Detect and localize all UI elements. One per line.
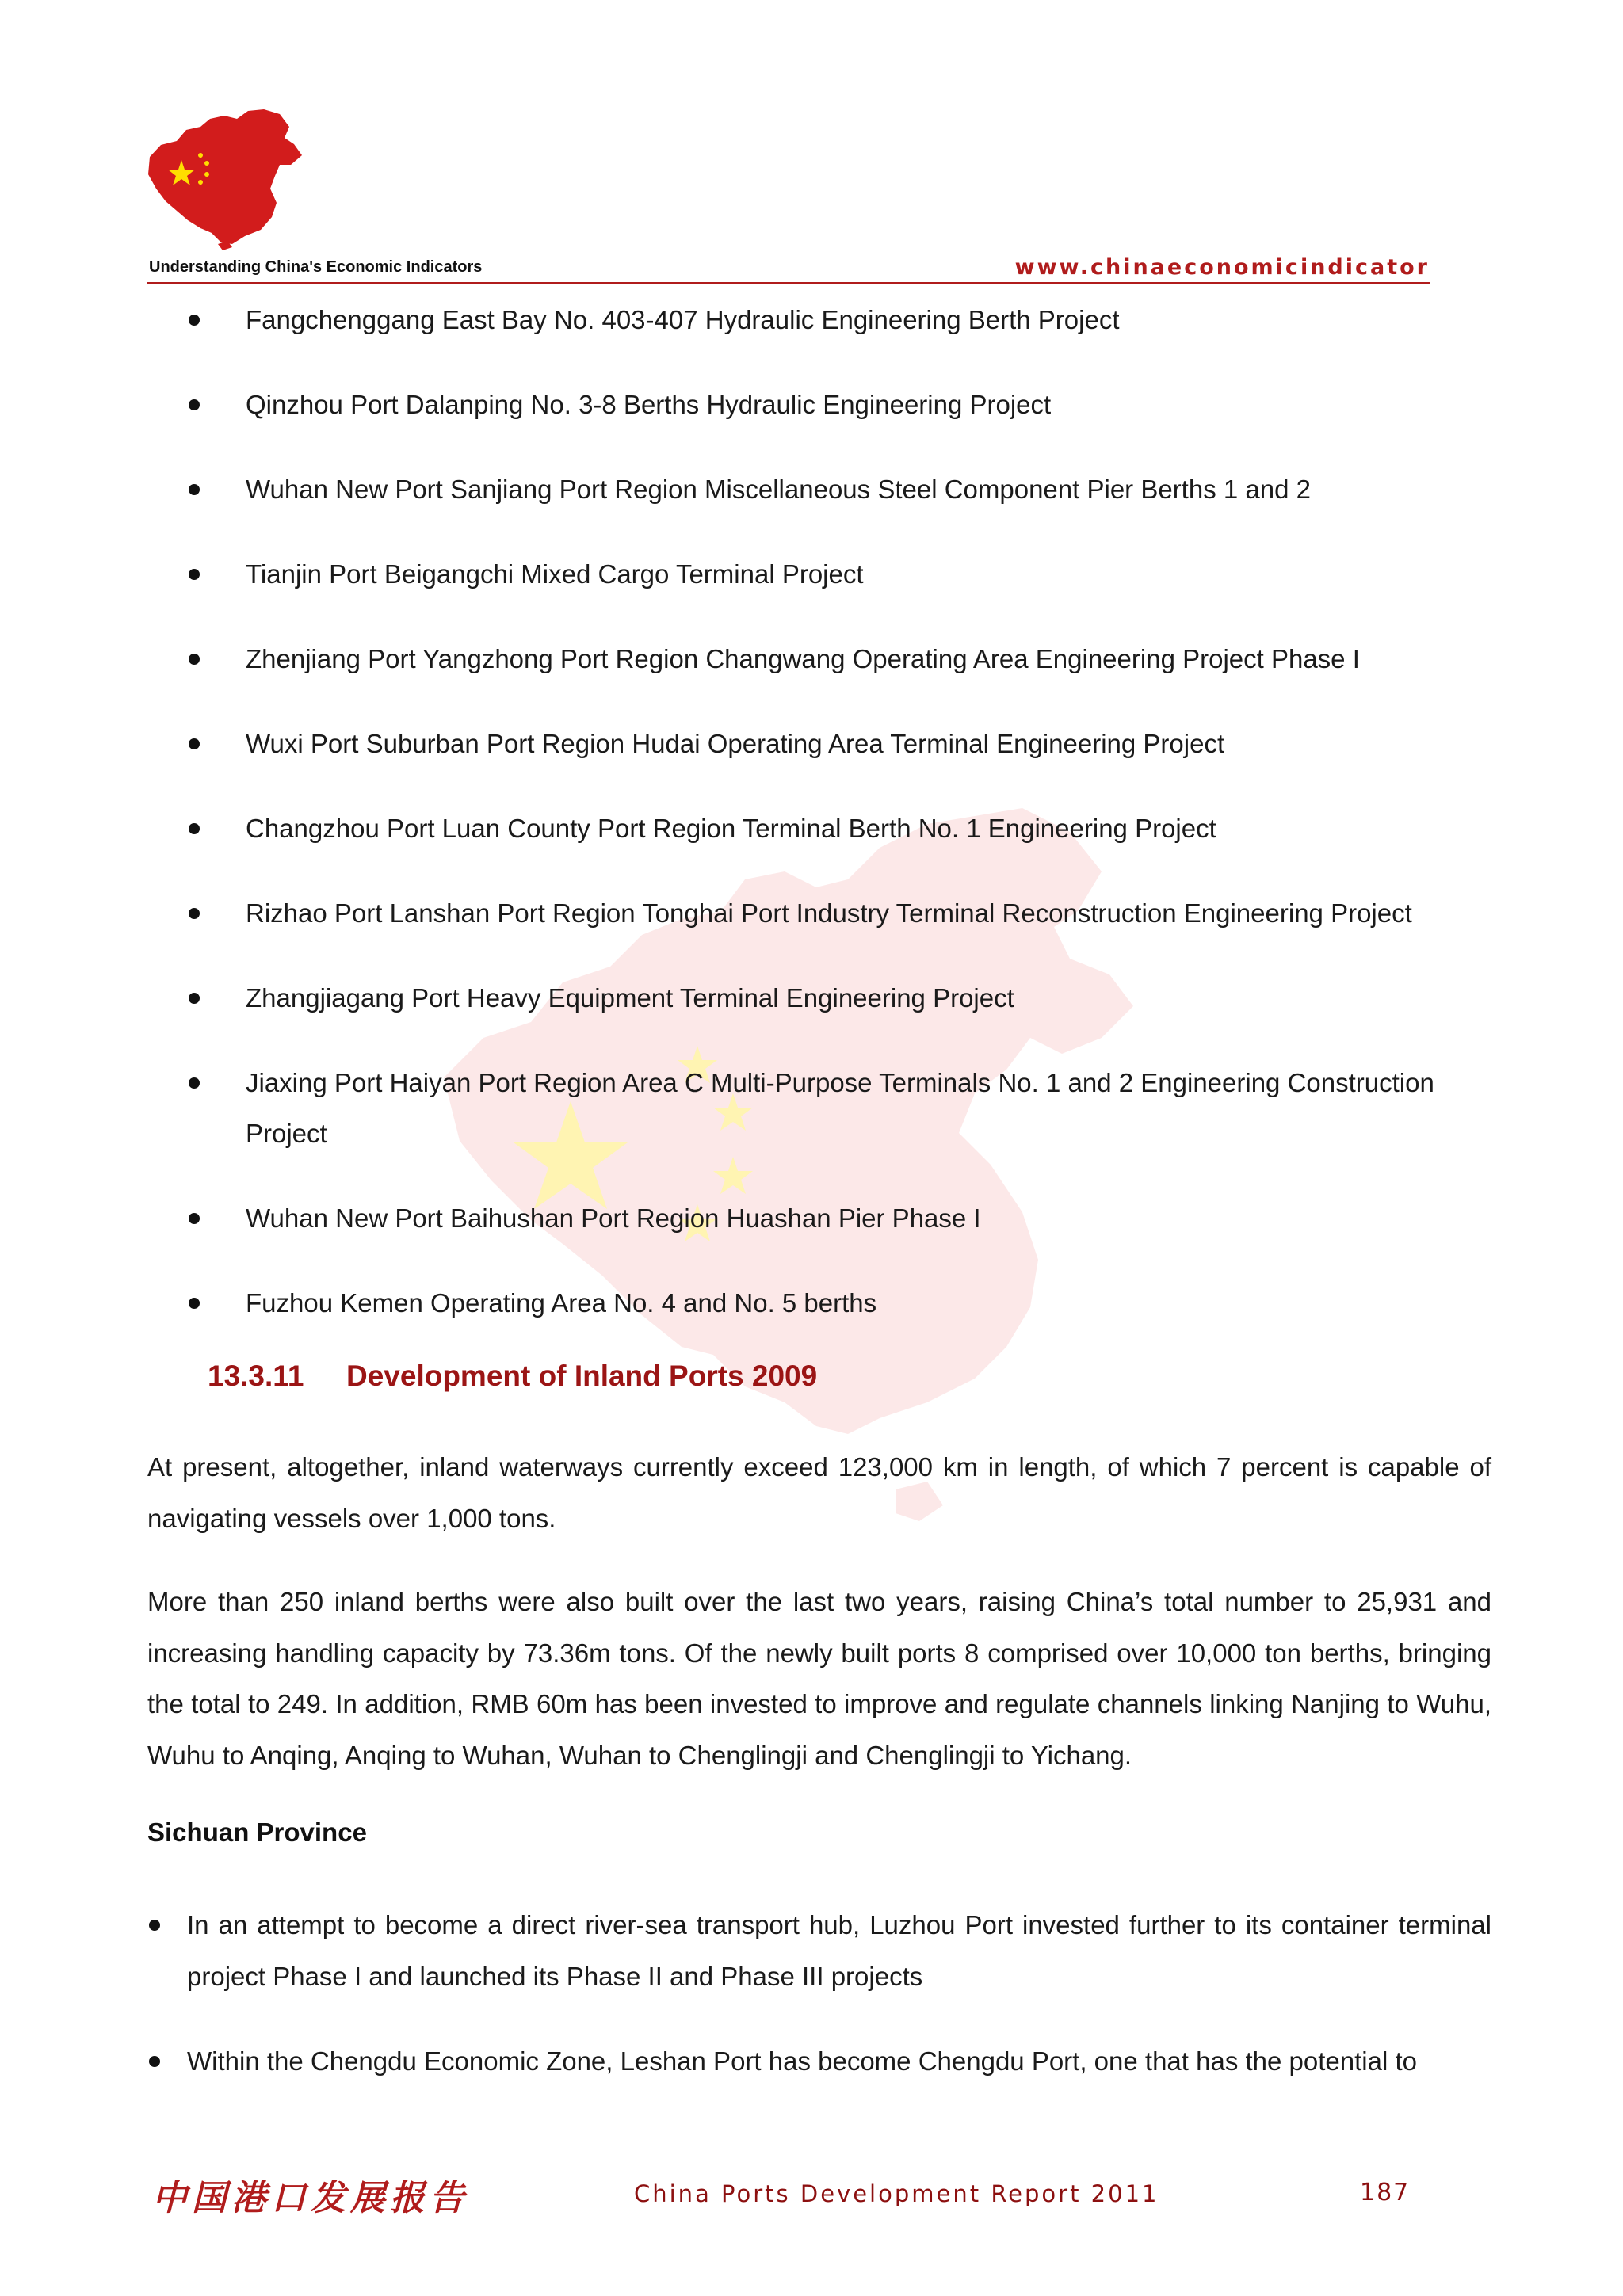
list-item-text: Wuhan New Port Baihushan Port Region Huashan Pier Phase I (246, 1203, 981, 1233)
list-item (0, 295, 1623, 345)
header-site-tagline: Understanding China's Economic Indicators (149, 258, 483, 276)
list-item-text: Wuxi Port Suburban Port Region Hudai Operating Area Terminal Engineering Project (246, 729, 1225, 758)
list-item-text: Qinzhou Port Dalanping No. 3-8 Berths Hydraulic Engineering Project (246, 390, 1052, 419)
bullet-icon (189, 908, 200, 919)
list-item-text: Fuzhou Kemen Operating Area No. 4 and No. 5 berths (246, 1288, 877, 1318)
list-item (0, 464, 1623, 515)
bullet-icon (149, 2056, 160, 2067)
bullet-icon (189, 823, 200, 834)
bullet-icon (189, 569, 200, 580)
subheading-sichuan: Sichuan Province (147, 1817, 367, 1847)
list-item (0, 719, 1623, 769)
list-item-text: Changzhou Port Luan County Port Region Terminal Berth No. 1 Engineering Project (246, 814, 1216, 843)
list-item (0, 549, 1623, 600)
page-number: 187 (1360, 2179, 1411, 2206)
header-divider (147, 282, 1430, 284)
paragraph-waterways: At present, altogether, inland waterways currently exceed 123,000 km in length, of which 7 percent is capable of navigating vessels over 1,000 tons. (147, 1452, 1491, 1533)
list-item-text: Wuhan New Port Sanjiang Port Region Miscellaneous Steel Component Pier Berths 1 and 2 (246, 475, 1311, 504)
bullet-icon (189, 399, 200, 410)
bullet-icon (189, 1077, 200, 1089)
list-item-text: In an attempt to become a direct river-sea transport hub, Luzhou Port invested further to its container terminal project Phase I and launched its Phase II and Phase III projects (187, 1910, 1491, 1991)
section-number: 13.3.11 (208, 1360, 304, 1392)
list-item (0, 634, 1623, 685)
bullet-icon (189, 993, 200, 1004)
bullet-icon (189, 1298, 200, 1309)
section-title: Development of Inland Ports 2009 (346, 1360, 818, 1392)
bullet-icon (189, 484, 200, 495)
header-website-link[interactable]: www.chinaeconomicindicator (1014, 255, 1430, 280)
list-item-text: Tianjin Port Beigangchi Mixed Cargo Terminal Project (246, 559, 864, 589)
bullet-icon (149, 1920, 160, 1931)
list-item-text: Fangchenggang East Bay No. 403-407 Hydraulic Engineering Berth Project (246, 305, 1120, 334)
list-item (0, 1900, 1623, 2002)
bullet-icon (189, 654, 200, 665)
list-item (0, 1193, 1623, 1244)
list-item (0, 1058, 1623, 1159)
list-item-text: Rizhao Port Lanshan Port Region Tonghai Port Industry Terminal Reconstruction Engineering Project (246, 898, 1412, 928)
bullet-icon (189, 1213, 200, 1224)
list-item-text: Zhangjiagang Port Heavy Equipment Terminal Engineering Project (246, 983, 1014, 1013)
list-item (0, 803, 1623, 854)
paragraph-berths: More than 250 inland berths were also built over the last two years, raising China’s total number to 25,931 and increasing handling capacity by 73.36m tons. Of the newly built ports 8 comprised over 10,000 ton berths, bringing the total to 249. In addition, RMB 60m has been invested to improve and regulate channels linking Nanjing to Wuhu, Wuhu to Anqing, Anqing to Wuhan, Wuhan to Chenglingji and Chenglingji to Yichang. (147, 1587, 1491, 1770)
project-list (0, 295, 1623, 1363)
footer-chinese-title: 中国港口发展报告 (152, 2178, 469, 2218)
list-item (0, 888, 1623, 939)
list-item (0, 2036, 1623, 2088)
list-item-text: Jiaxing Port Haiyan Port Region Area C Multi-Purpose Terminals No. 1 and 2 Engineering Construction Project (246, 1068, 1434, 1148)
bullet-icon (189, 738, 200, 749)
section-heading (208, 1360, 817, 1393)
sichuan-list (0, 1900, 1623, 2122)
footer-report-title: China Ports Development Report 2011 (634, 2180, 1159, 2207)
list-item-text: Zhenjiang Port Yangzhong Port Region Changwang Operating Area Engineering Project Phase I (246, 644, 1360, 673)
list-item-text: Within the Chengdu Economic Zone, Leshan Port has become Chengdu Port, one that has the potential to (187, 2046, 1417, 2076)
list-item (0, 1278, 1623, 1329)
list-item (0, 379, 1623, 430)
bullet-icon (189, 315, 200, 326)
china-flag-map-logo (145, 109, 313, 250)
list-item (0, 973, 1623, 1024)
